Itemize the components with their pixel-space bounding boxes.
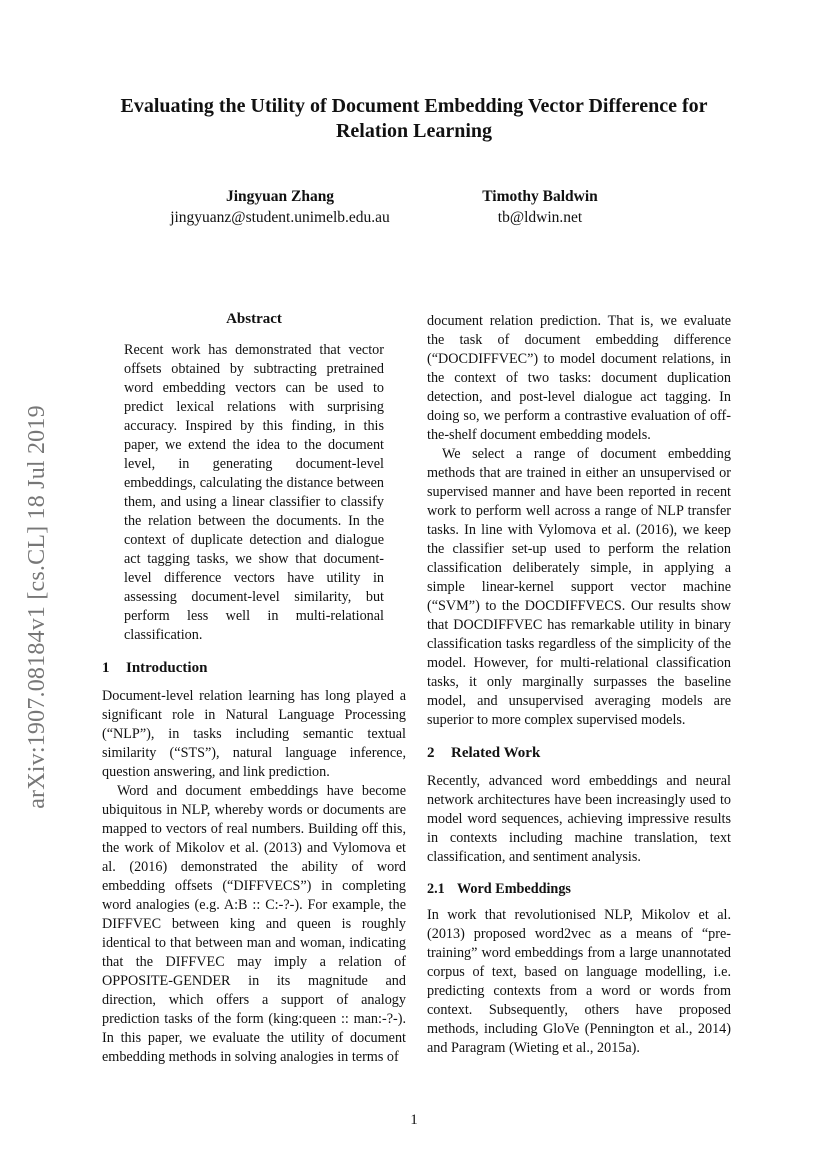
- section-heading-related-work: [427, 744, 731, 763]
- related-work-paragraph-1: Recently, advanced word embeddings and neural network architectures have been increasingly used to model word sequences, achieving impressive results in contexts including machine translation, text classification, and sentiment analysis.: [427, 773, 731, 865]
- section-title: Related Work: [451, 745, 541, 761]
- subsection-number: 2.1: [427, 881, 445, 897]
- left-column: [102, 310, 406, 1067]
- intro-paragraph-1: Document-level relation learning has long played a significant role in Natural Language Processing (“NLP”), in tasks including semantic textual similarity (“STS”), natural language inference, question answering, and link prediction.: [102, 688, 406, 780]
- arxiv-stamp: arXiv:1907.08184v1 [cs.CL] 18 Jul 2019: [24, 405, 50, 809]
- author-name: Jingyuan Zhang: [225, 188, 335, 205]
- abstract-heading: Abstract: [226, 311, 282, 327]
- intro-paragraph-2: Word and document embeddings have become ubiquitous in NLP, whereby words or documents are mapped to vectors of real numbers. Building off this, the work of Mikolov et al. (2013) and Vylomova et al. (2016) demonstrated the ability of word embedding offsets (“DIFFVECS”) in completing word analogies (e.g. A:B :: C:-?-). For example, the DIFFVEC between king and queen is roughly identical to that between man and woman, indicating that the DIFFVEC may imply a relation of OPPOSITE-GENDER in its magnitude and direction, which offers a support of analogy prediction tasks of the form (king:queen :: man:-?-). In this paper, we evaluate the utility of document embedding methods in solving analogies in terms of: [102, 783, 406, 1065]
- paper-title-line-1: Evaluating the Utility of Document Embedding Vector Difference for: [120, 95, 708, 117]
- intro-paragraph-3: document relation prediction. That is, we evaluate the task of document embedding difference (“DOCDIFFVEC”) to model document relations, in the context of two tasks: document duplication detection, and post-level dialogue act tagging. In doing so, we perform a contrastive evaluation of off-the-shelf document embedding models.: [427, 313, 731, 443]
- page-number: 1: [410, 1112, 418, 1128]
- right-column: [427, 312, 731, 1058]
- section-heading-introduction: [102, 659, 406, 678]
- section-number: 1: [102, 660, 110, 676]
- author-name: Timothy Baldwin: [482, 188, 598, 205]
- word-embeddings-paragraph-1: In work that revolutionised NLP, Mikolov et al. (2013) proposed word2vec as a means of “pre-training” word embeddings from a large unannotated corpus of text, based on language modelling, i.e. predicting contexts from a word or words from context. Subsequently, others have proposed methods, including GloVe (Pennington et al., 2014) and Paragram (Wieting et al., 2015a).: [427, 907, 731, 1056]
- intro-paragraph-4: We select a range of document embedding methods that are trained in either an unsupervised or supervised manner and have been reported in recent work to perform well across a range of NLP transfer tasks. In line with Vylomova et al. (2016), we keep the classifier set-up used to perform the relation classification deliberately simple, in applying a simple linear-kernel support vector machine (“SVM”) to the DOCDIFFVECS. Our results show that DOCDIFFVEC has remarkable utility in binary classification tasks regardless of the simplicity of the model. However, for multi-relational classification tasks, it only marginally surpasses the baseline model, and unsupervised averaging models are superior to more complex supervised models.: [427, 446, 731, 728]
- subsection-title: Word Embeddings: [457, 881, 571, 897]
- author-block-2: [440, 186, 640, 228]
- abstract-text: Recent work has demonstrated that vector offsets obtained by subtracting pretrained word embedding vectors can be used to predict lexical relations with surprising accuracy. Inspired by this finding, in this paper, we extend the idea to the document level, in generating document-level embeddings, calculating the distance between them, and using a linear classifier to classify the relation between the documents. In the context of duplicate detection and dialogue act tagging tasks, we show that document-level difference vectors have utility in assessing document-level similarity, but perform less well in multi-relational classification.: [124, 342, 384, 643]
- author-email: jingyuanz@student.unimelb.edu.au: [170, 209, 390, 226]
- author-email: tb@ldwin.net: [497, 209, 583, 226]
- paper-title-line-2: Relation Learning: [335, 120, 493, 142]
- section-number: 2: [427, 745, 435, 761]
- subsection-heading-word-embeddings: [427, 880, 731, 899]
- section-title: Introduction: [126, 660, 208, 676]
- author-block-1: [140, 186, 420, 228]
- paper-title: [90, 94, 738, 144]
